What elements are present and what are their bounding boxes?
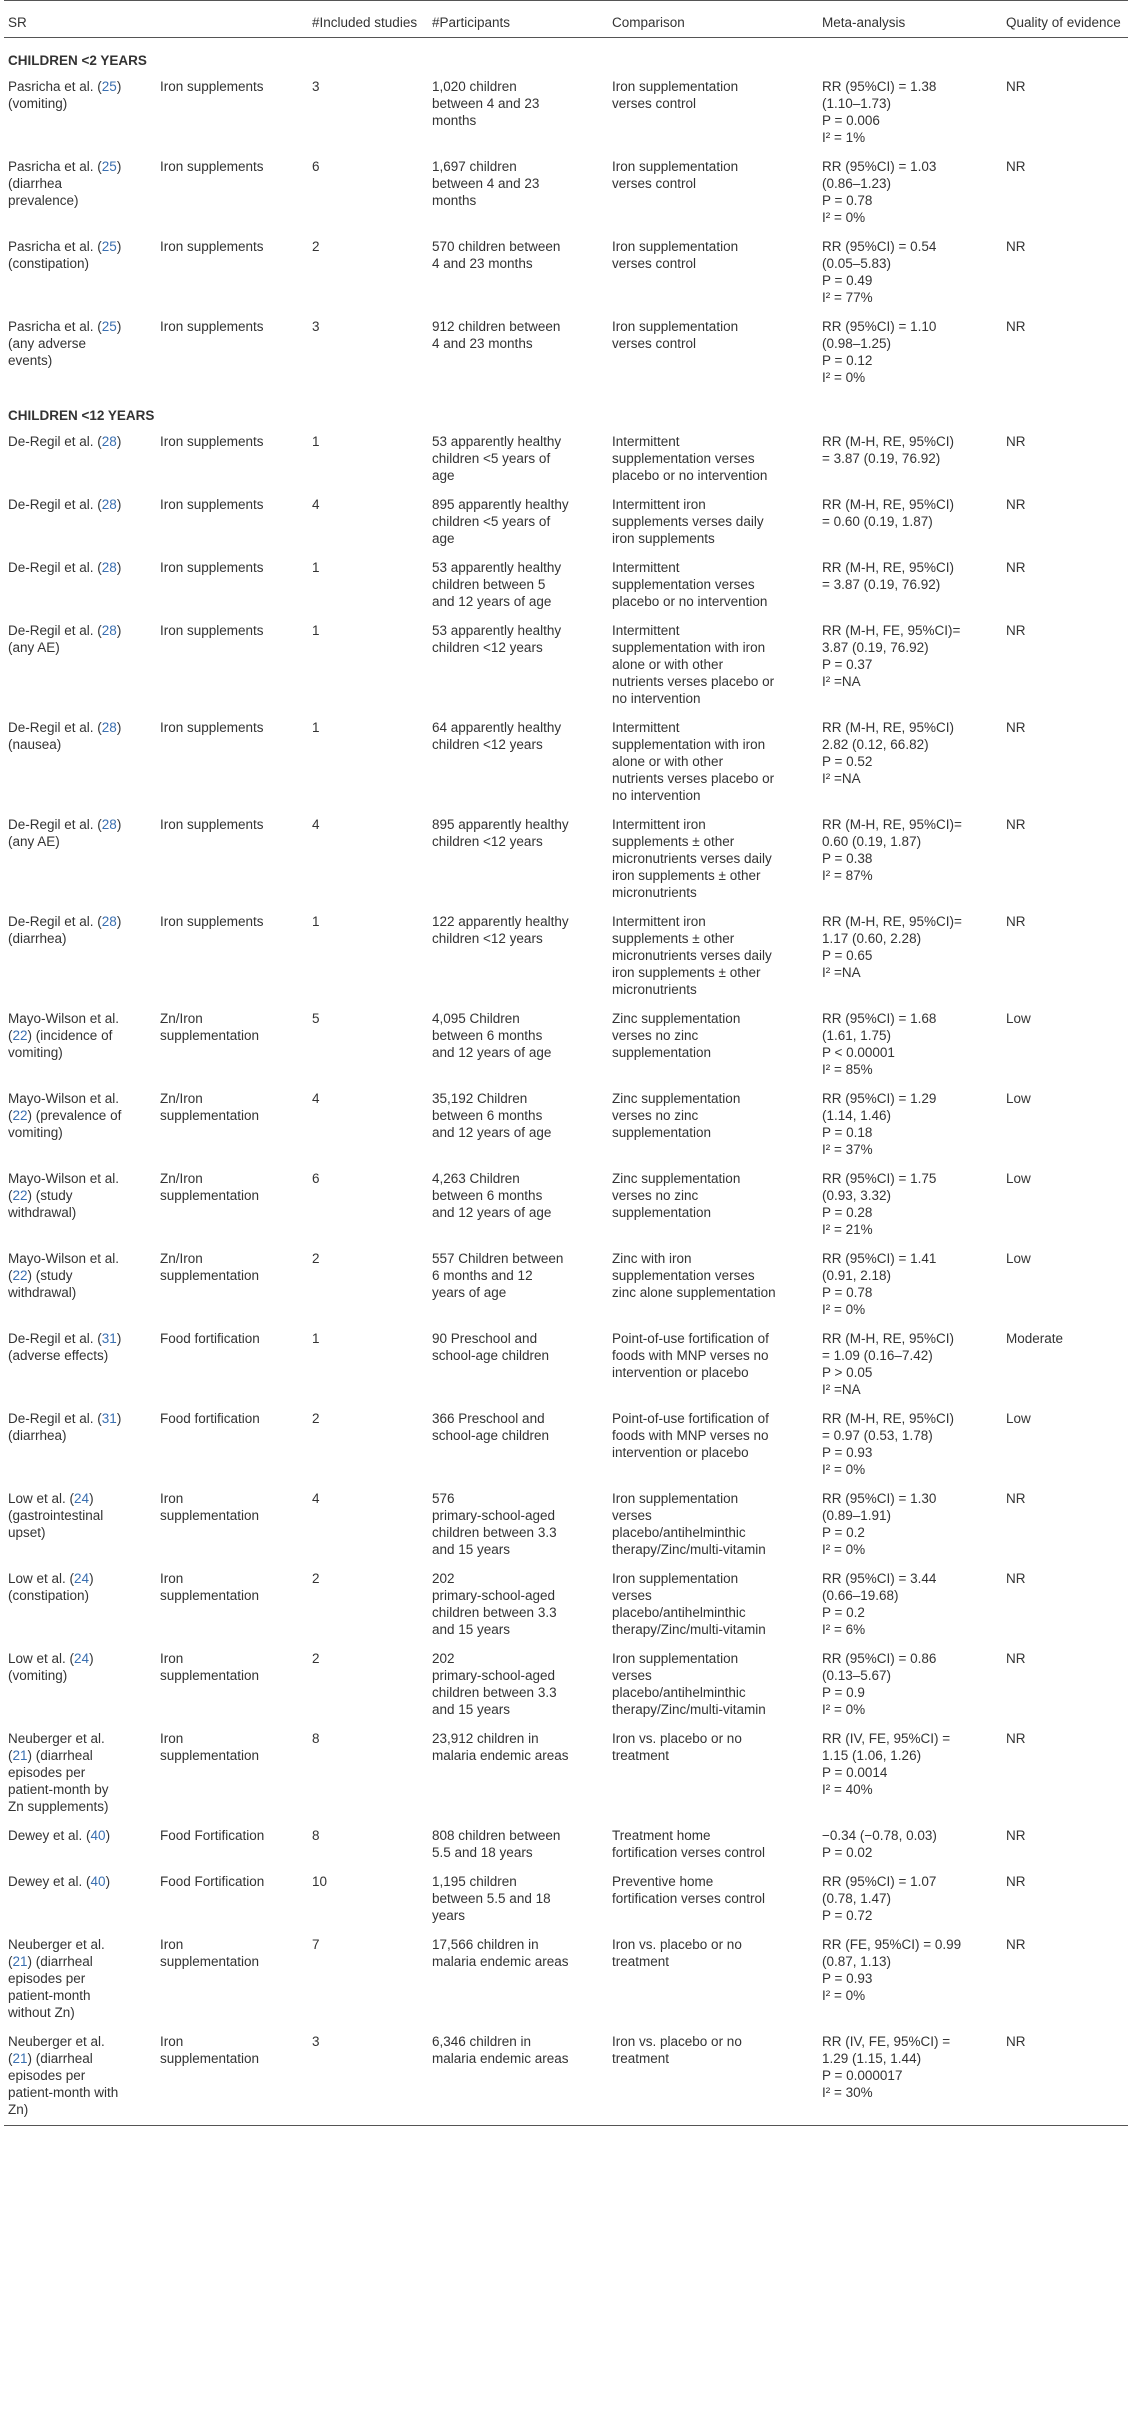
cell-meta-analysis: RR (FE, 95%CI) = 0.99 (0.87, 1.13) P = 0.93 I² = 0% [822,1937,962,2003]
cell-participants: 895 apparently healthy children <5 years of age [432,497,569,546]
cell-comparison: Iron supplementation verses control [612,79,739,111]
cell-meta-analysis: RR (95%CI) = 3.44 (0.66–19.68) P = 0.2 I² = 6% [822,1571,937,1637]
table-row [4,313,1128,393]
cell-comparison: Treatment home fortification verses control [612,1828,766,1860]
cell-comparison: Iron supplementation verses control [612,319,739,351]
reference-link[interactable]: 22 [12,1028,28,1043]
reference-link[interactable]: 31 [101,1411,117,1426]
cell-sr: Low et al. (24) (constipation) [8,1571,94,1603]
section-header-row [4,38,1128,74]
cell-included-studies: 4 [312,497,320,512]
cell-participants: 576 primary-school-aged children between 3.3 and 15 years [432,1491,557,1557]
cell-intervention: Iron supplementation [160,1491,260,1523]
cell-participants: 4,095 Children between 6 months and 12 years of age [432,1011,552,1060]
header-intervention [156,1,308,38]
cell-sr: Dewey et al. (40) [8,1874,111,1889]
cell-intervention: Iron supplements [160,319,264,334]
reference-link[interactable]: 28 [101,497,117,512]
cell-included-studies: 2 [312,239,320,254]
header-quality: Quality of evidence [1006,15,1121,30]
cell-intervention: Iron supplements [160,623,264,638]
cell-intervention: Iron supplements [160,79,264,94]
cell-included-studies: 1 [312,1331,320,1346]
cell-comparison: Iron supplementation verses control [612,159,739,191]
cell-sr: Low et al. (24) (gastrointestinal upset) [8,1491,104,1540]
cell-quality: NR [1006,1571,1026,1586]
cell-meta-analysis: RR (95%CI) = 1.38 (1.10–1.73) P = 0.006 I² = 1% [822,79,937,145]
cell-comparison: Point-of-use fortification of foods with MNP verses no intervention or placebo [612,1411,769,1460]
table-row [4,908,1128,1005]
header-participants: #Participants [432,15,511,30]
table-row [4,73,1128,153]
table-row [4,1325,1128,1405]
cell-quality: NR [1006,1731,1026,1746]
table-row [4,1245,1128,1325]
table-row [4,1822,1128,1868]
reference-link[interactable]: 21 [12,1748,28,1763]
table-row [4,2028,1128,2126]
reference-link[interactable]: 40 [90,1874,106,1889]
cell-sr: De-Regil et al. (31) (diarrhea) [8,1411,122,1443]
table-row [4,153,1128,233]
table-row [4,1565,1128,1645]
header-sr: SR [8,15,27,30]
cell-quality: NR [1006,1828,1026,1843]
cell-quality: NR [1006,1491,1026,1506]
cell-included-studies: 4 [312,1091,320,1106]
cell-participants: 4,263 Children between 6 months and 12 years of age [432,1171,552,1220]
cell-included-studies: 1 [312,623,320,638]
cell-quality: NR [1006,79,1026,94]
cell-participants: 90 Preschool and school-age children [432,1331,550,1363]
cell-included-studies: 6 [312,1171,320,1186]
cell-quality: Low [1006,1011,1031,1026]
cell-meta-analysis: RR (M-H, RE, 95%CI) 2.82 (0.12, 66.82) P = 0.52 I² =NA [822,720,955,786]
header-comparison: Comparison [612,15,685,30]
section-title: CHILDREN <12 YEARS [8,408,155,423]
cell-sr: Dewey et al. (40) [8,1828,111,1843]
cell-meta-analysis: RR (M-H, RE, 95%CI) = 3.87 (0.19, 76.92) [822,434,955,466]
table-row [4,617,1128,714]
section-title: CHILDREN <2 YEARS [8,53,147,68]
table-row [4,1405,1128,1485]
cell-intervention: Iron supplementation [160,1651,260,1683]
cell-sr: De-Regil et al. (28) (nausea) [8,720,122,752]
cell-comparison: Intermittent supplementation with iron alone or with other nutrients verses placebo or no intervention [612,623,775,706]
cell-quality: Low [1006,1171,1031,1186]
cell-participants: 6,346 children in malaria endemic areas [432,2034,569,2066]
reference-link[interactable]: 25 [101,319,117,334]
cell-meta-analysis: RR (M-H, RE, 95%CI) = 0.60 (0.19, 1.87) [822,497,955,529]
cell-participants: 1,195 children between 5.5 and 18 years [432,1874,551,1923]
reference-link[interactable]: 25 [101,239,117,254]
cell-intervention: Food Fortification [160,1874,265,1889]
cell-quality: NR [1006,623,1026,638]
table-row [4,1085,1128,1165]
table-row [4,1868,1128,1931]
cell-comparison: Intermittent supplementation verses placebo or no intervention [612,434,768,483]
cell-comparison: Point-of-use fortification of foods with MNP verses no intervention or placebo [612,1331,769,1380]
cell-intervention: Food Fortification [160,1828,265,1843]
cell-included-studies: 3 [312,2034,320,2049]
cell-meta-analysis: RR (95%CI) = 1.10 (0.98–1.25) P = 0.12 I² = 0% [822,319,937,385]
cell-intervention: Iron supplements [160,720,264,735]
reference-link[interactable]: 22 [12,1108,28,1123]
cell-meta-analysis: RR (95%CI) = 1.68 (1.61, 1.75) P < 0.00001 I² = 85% [822,1011,937,1077]
evidence-table [4,0,1128,2126]
cell-meta-analysis: RR (IV, FE, 95%CI) = 1.15 (1.06, 1.26) P = 0.0014 I² = 40% [822,1731,951,1797]
cell-meta-analysis: −0.34 (−0.78, 0.03) P = 0.02 [822,1828,937,1860]
cell-quality: NR [1006,914,1026,929]
table-row [4,428,1128,491]
cell-meta-analysis: RR (95%CI) = 1.29 (1.14, 1.46) P = 0.18 I² = 37% [822,1091,937,1157]
cell-comparison: Iron supplementation verses placebo/antihelminthic therapy/Zinc/multi-vitamin [612,1571,766,1637]
cell-quality: Low [1006,1411,1031,1426]
reference-link[interactable]: 28 [101,560,117,575]
cell-meta-analysis: RR (M-H, RE, 95%CI)= 1.17 (0.60, 2.28) P = 0.65 I² =NA [822,914,962,980]
cell-quality: NR [1006,1937,1026,1952]
cell-intervention: Zn/Iron supplementation [160,1011,260,1043]
header-meta-analysis: Meta-analysis [822,15,906,30]
reference-link[interactable]: 21 [12,1954,28,1969]
cell-comparison: Zinc supplementation verses no zinc supplementation [612,1011,741,1060]
reference-link[interactable]: 25 [101,159,117,174]
reference-link[interactable]: 28 [101,720,117,735]
cell-intervention: Iron supplementation [160,1571,260,1603]
cell-intervention: Iron supplementation [160,1731,260,1763]
table-row [4,1005,1128,1085]
cell-comparison: Iron supplementation verses placebo/antihelminthic therapy/Zinc/multi-vitamin [612,1491,766,1557]
cell-participants: 53 apparently healthy children <12 years [432,623,562,655]
cell-quality: NR [1006,239,1026,254]
cell-comparison: Zinc supplementation verses no zinc supplementation [612,1171,741,1220]
cell-intervention: Zn/Iron supplementation [160,1171,260,1203]
reference-link[interactable]: 28 [101,817,117,832]
cell-meta-analysis: RR (95%CI) = 1.41 (0.91, 2.18) P = 0.78 I² = 0% [822,1251,937,1317]
cell-participants: 17,566 children in malaria endemic areas [432,1937,569,1969]
cell-meta-analysis: RR (M-H, RE, 95%CI) = 1.09 (0.16–7.42) P > 0.05 I² =NA [822,1331,955,1397]
reference-link[interactable]: 28 [101,914,117,929]
cell-included-studies: 2 [312,1411,320,1426]
reference-link[interactable]: 24 [74,1491,90,1506]
cell-included-studies: 1 [312,434,320,449]
cell-sr: Mayo-Wilson et al. (22) (study withdrawal) [8,1171,120,1220]
cell-sr: De-Regil et al. (28) [8,497,122,512]
cell-comparison: Iron vs. placebo or no treatment [612,1937,742,1969]
cell-included-studies: 8 [312,1828,320,1843]
cell-comparison: Iron supplementation verses control [612,239,739,271]
reference-link[interactable]: 24 [74,1651,90,1666]
cell-included-studies: 10 [312,1874,328,1889]
cell-comparison: Iron vs. placebo or no treatment [612,2034,742,2066]
cell-included-studies: 1 [312,560,320,575]
cell-intervention: Iron supplements [160,817,264,832]
cell-sr: Pasricha et al. (25) (any adverse events) [8,319,122,368]
cell-meta-analysis: RR (M-H, RE, 95%CI) = 3.87 (0.19, 76.92) [822,560,955,592]
cell-sr: Pasricha et al. (25) (diarrhea prevalence) [8,159,122,208]
cell-intervention: Food fortification [160,1411,260,1426]
cell-sr: Neuberger et al. (21) (diarrheal episodes per patient-month by Zn supplements) [8,1731,109,1814]
cell-intervention: Iron supplements [160,914,264,929]
cell-meta-analysis: RR (95%CI) = 1.07 (0.78, 1.47) P = 0.72 [822,1874,937,1923]
table-row [4,811,1128,908]
cell-sr: Pasricha et al. (25) (vomiting) [8,79,122,111]
cell-meta-analysis: RR (M-H, FE, 95%CI)= 3.87 (0.19, 76.92) P = 0.37 I² =NA [822,623,961,689]
cell-participants: 202 primary-school-aged children between 3.3 and 15 years [432,1571,557,1637]
cell-participants: 1,020 children between 4 and 23 months [432,79,540,128]
table-row [4,233,1128,313]
table-row [4,491,1128,554]
cell-comparison: Intermittent iron supplements ± other micronutrients verses daily iron supplements ± other micronutrients [612,817,772,900]
cell-intervention: Iron supplements [160,497,264,512]
cell-participants: 570 children between 4 and 23 months [432,239,561,271]
cell-participants: 35,192 Children between 6 months and 12 years of age [432,1091,552,1140]
cell-participants: 557 Children between 6 months and 12 years of age [432,1251,564,1300]
header-row [4,1,1128,38]
table-row [4,714,1128,811]
cell-quality: NR [1006,1874,1026,1889]
cell-sr: Mayo-Wilson et al. (22) (study withdrawal) [8,1251,120,1300]
cell-meta-analysis: RR (95%CI) = 0.54 (0.05–5.83) P = 0.49 I² = 77% [822,239,937,305]
cell-participants: 23,912 children in malaria endemic areas [432,1731,569,1763]
cell-included-studies: 3 [312,319,320,334]
cell-participants: 808 children between 5.5 and 18 years [432,1828,561,1860]
cell-sr: Mayo-Wilson et al. (22) (prevalence of vomiting) [8,1091,122,1140]
cell-participants: 366 Preschool and school-age children [432,1411,550,1443]
table-row [4,1931,1128,2028]
cell-quality: NR [1006,817,1026,832]
cell-included-studies: 6 [312,159,320,174]
section-header-row [4,393,1128,428]
cell-quality: Low [1006,1251,1031,1266]
cell-meta-analysis: RR (M-H, RE, 95%CI)= 0.60 (0.19, 1.87) P = 0.38 I² = 87% [822,817,962,883]
header-included-studies: #Included studies [312,15,418,30]
cell-quality: Moderate [1006,1331,1064,1346]
cell-included-studies: 5 [312,1011,320,1026]
cell-comparison: Zinc with iron supplementation verses zinc alone supplementation [612,1251,776,1300]
reference-link[interactable]: 22 [12,1268,28,1283]
reference-link[interactable]: 21 [12,2051,28,2066]
cell-participants: 895 apparently healthy children <12 years [432,817,569,849]
cell-participants: 1,697 children between 4 and 23 months [432,159,540,208]
cell-included-studies: 1 [312,914,320,929]
cell-comparison: Intermittent iron supplements verses daily iron supplements [612,497,764,546]
cell-quality: NR [1006,434,1026,449]
cell-quality: NR [1006,560,1026,575]
cell-included-studies: 2 [312,1571,320,1586]
cell-intervention: Zn/Iron supplementation [160,1091,260,1123]
table-row [4,1165,1128,1245]
table-row [4,1725,1128,1822]
cell-comparison: Preventive home fortification verses control [612,1874,766,1906]
cell-participants: 912 children between 4 and 23 months [432,319,561,351]
cell-quality: NR [1006,497,1026,512]
cell-sr: De-Regil et al. (28) (diarrhea) [8,914,122,946]
reference-link[interactable]: 24 [74,1571,90,1586]
reference-link[interactable]: 22 [12,1188,28,1203]
cell-sr: Low et al. (24) (vomiting) [8,1651,94,1683]
table-body [4,38,1128,2126]
cell-comparison: Intermittent supplementation verses placebo or no intervention [612,560,768,609]
cell-intervention: Food fortification [160,1331,260,1346]
cell-quality: NR [1006,1651,1026,1666]
cell-intervention: Iron supplements [160,159,264,174]
cell-included-studies: 2 [312,1251,320,1266]
reference-link[interactable]: 31 [101,1331,117,1346]
cell-intervention: Iron supplementation [160,1937,260,1969]
cell-intervention: Zn/Iron supplementation [160,1251,260,1283]
cell-sr: De-Regil et al. (31) (adverse effects) [8,1331,122,1363]
cell-comparison: Intermittent iron supplements ± other micronutrients verses daily iron supplements ± other micronutrients [612,914,772,997]
cell-participants: 122 apparently healthy children <12 years [432,914,569,946]
cell-intervention: Iron supplementation [160,2034,260,2066]
cell-included-studies: 1 [312,720,320,735]
cell-meta-analysis: RR (M-H, RE, 95%CI) = 0.97 (0.53, 1.78) P = 0.93 I² = 0% [822,1411,955,1477]
cell-participants: 53 apparently healthy children <5 years of age [432,434,562,483]
cell-meta-analysis: RR (95%CI) = 0.86 (0.13–5.67) P = 0.9 I² = 0% [822,1651,937,1717]
cell-comparison: Intermittent supplementation with iron alone or with other nutrients verses placebo or no intervention [612,720,775,803]
cell-included-studies: 2 [312,1651,320,1666]
cell-sr: De-Regil et al. (28) (any AE) [8,623,122,655]
cell-included-studies: 8 [312,1731,320,1746]
cell-comparison: Zinc supplementation verses no zinc supplementation [612,1091,741,1140]
table-row [4,554,1128,617]
table-row [4,1485,1128,1565]
cell-quality: NR [1006,720,1026,735]
cell-meta-analysis: RR (95%CI) = 1.30 (0.89–1.91) P = 0.2 I² = 0% [822,1491,937,1557]
cell-participants: 202 primary-school-aged children between 3.3 and 15 years [432,1651,557,1717]
cell-intervention: Iron supplements [160,434,264,449]
cell-participants: 53 apparently healthy children between 5 and 12 years of age [432,560,562,609]
cell-included-studies: 4 [312,817,320,832]
cell-sr: Pasricha et al. (25) (constipation) [8,239,122,271]
cell-comparison: Iron vs. placebo or no treatment [612,1731,742,1763]
cell-comparison: Iron supplementation verses placebo/antihelminthic therapy/Zinc/multi-vitamin [612,1651,766,1717]
cell-quality: NR [1006,2034,1026,2049]
cell-quality: NR [1006,319,1026,334]
cell-included-studies: 3 [312,79,320,94]
table-row [4,1645,1128,1725]
reference-link[interactable]: 40 [90,1828,106,1843]
cell-sr: Mayo-Wilson et al. (22) (incidence of vomiting) [8,1011,120,1060]
cell-sr: De-Regil et al. (28) [8,434,122,449]
cell-meta-analysis: RR (IV, FE, 95%CI) = 1.29 (1.15, 1.44) P = 0.000017 I² = 30% [822,2034,951,2100]
cell-meta-analysis: RR (95%CI) = 1.03 (0.86–1.23) P = 0.78 I² = 0% [822,159,937,225]
cell-intervention: Iron supplements [160,239,264,254]
cell-sr: De-Regil et al. (28) (any AE) [8,817,122,849]
cell-included-studies: 7 [312,1937,320,1952]
cell-sr: De-Regil et al. (28) [8,560,122,575]
cell-meta-analysis: RR (95%CI) = 1.75 (0.93, 3.32) P = 0.28 I² = 21% [822,1171,937,1237]
reference-link[interactable]: 28 [101,434,117,449]
cell-participants: 64 apparently healthy children <12 years [432,720,562,752]
cell-quality: NR [1006,159,1026,174]
cell-sr: Neuberger et al. (21) (diarrheal episodes per patient-month with Zn) [8,2034,119,2117]
reference-link[interactable]: 25 [101,79,117,94]
cell-sr: Neuberger et al. (21) (diarrheal episodes per patient-month without Zn) [8,1937,105,2020]
reference-link[interactable]: 28 [101,623,117,638]
cell-intervention: Iron supplements [160,560,264,575]
cell-included-studies: 4 [312,1491,320,1506]
cell-quality: Low [1006,1091,1031,1106]
